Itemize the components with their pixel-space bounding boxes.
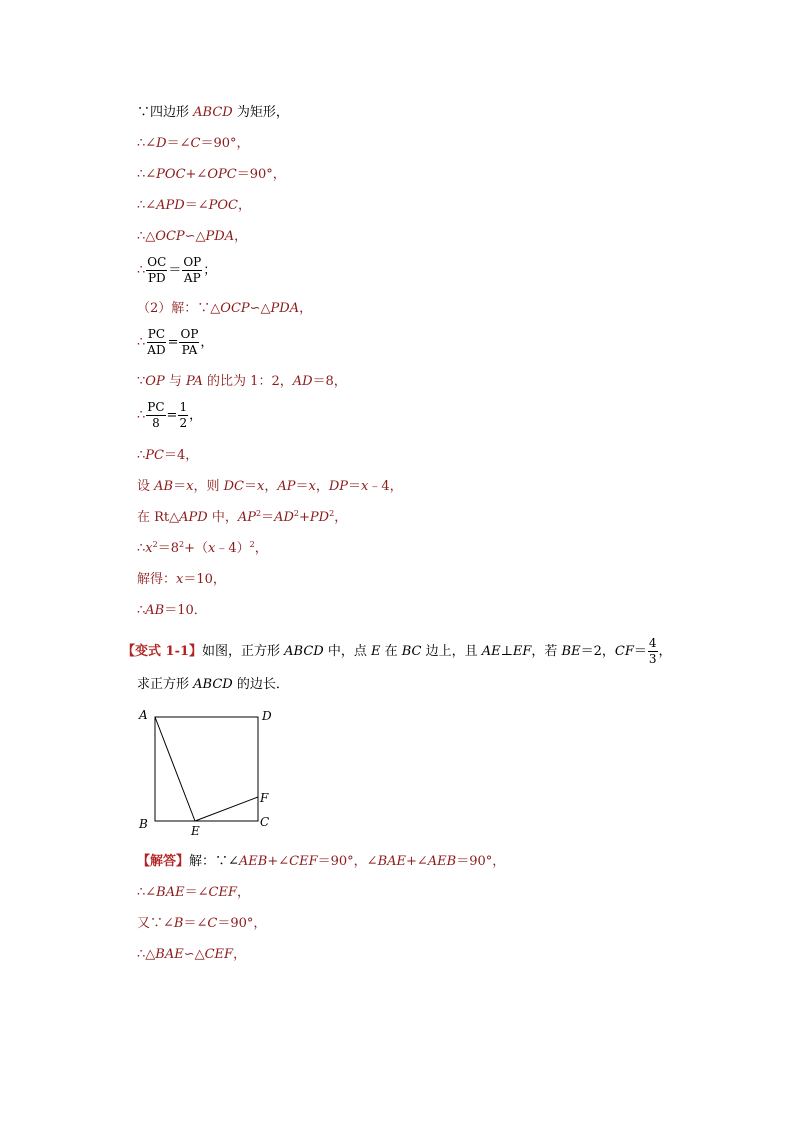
label-d: D <box>262 709 272 723</box>
var: x <box>361 479 369 494</box>
var: AB <box>145 603 165 618</box>
numerator: OP <box>183 255 202 269</box>
line-pythagoras <box>137 509 347 527</box>
var: CEF <box>289 854 318 869</box>
text: ； <box>203 263 217 278</box>
var: AE <box>481 644 501 659</box>
text: ， <box>334 510 348 525</box>
text: 如图，正方形 <box>202 644 285 659</box>
text: ∴∠ <box>137 167 157 182</box>
segment-ae <box>155 717 195 821</box>
square-abcd <box>155 717 258 821</box>
fraction <box>648 636 658 667</box>
text: ∴∠ <box>137 885 157 900</box>
text: +∠ <box>185 167 208 182</box>
var: APD <box>156 198 185 213</box>
line-angle-sum <box>137 166 286 184</box>
text: +（ <box>184 541 208 556</box>
text: 在 Rt△ <box>137 510 180 525</box>
text: ∴∠ <box>137 136 157 151</box>
var: BC <box>401 644 422 659</box>
var: BE <box>561 644 581 659</box>
text: 边上，且 <box>421 644 482 659</box>
text: ， <box>315 479 329 494</box>
fraction <box>179 327 199 358</box>
text: ∴ <box>137 448 146 463</box>
line-similar <box>137 228 247 246</box>
denominator: AD <box>147 343 166 357</box>
numerator: PC <box>147 400 165 414</box>
var: OP <box>145 374 165 389</box>
denominator: 2 <box>179 416 188 430</box>
var: AP <box>277 479 296 494</box>
text: ﹣4） <box>215 541 250 556</box>
var: AD <box>274 510 294 525</box>
var: BAE <box>156 885 185 900</box>
exponent: 2 <box>256 509 262 518</box>
text: ， <box>200 335 214 350</box>
line-ratio-1 <box>137 255 216 286</box>
var: APD <box>179 510 208 525</box>
var: E <box>370 644 381 659</box>
line-ab-result <box>137 602 207 620</box>
text: ， <box>234 229 248 244</box>
text: ， <box>264 479 278 494</box>
text: +∠ <box>267 854 290 869</box>
numerator: 4 <box>648 636 657 650</box>
text: ∴∠ <box>137 198 157 213</box>
var: DC <box>223 479 244 494</box>
answer-line-3 <box>137 915 266 933</box>
text: ＝ <box>295 479 309 494</box>
numerator: OC <box>147 255 167 269</box>
var: DP <box>328 479 349 494</box>
var: POC <box>208 198 238 213</box>
text: ∽△ <box>249 301 271 316</box>
var: B <box>173 916 184 931</box>
line-pc-value <box>137 447 198 465</box>
label-e: E <box>191 824 200 838</box>
text: ∴ <box>137 335 146 350</box>
line-ratio-3 <box>137 400 202 431</box>
text: 在 <box>380 644 402 659</box>
var: OCP <box>220 301 250 316</box>
segment-ef <box>195 797 258 821</box>
text: ＝∠ <box>184 885 209 900</box>
text: ∽△ <box>184 229 206 244</box>
var: ABCD <box>193 677 233 692</box>
var: AEB <box>238 854 268 869</box>
line-angle-d-c <box>137 135 250 153</box>
label-a: A <box>139 708 148 722</box>
text: 求正方形 <box>137 677 194 692</box>
line-ratio-2 <box>137 327 213 358</box>
var: CEF <box>208 885 237 900</box>
exponent: 2 <box>329 509 335 518</box>
text: 又∵∠ <box>137 916 174 931</box>
text: ＝10． <box>164 603 207 618</box>
text: + <box>299 510 310 525</box>
var: PC <box>145 448 164 463</box>
text: ∵四边形 <box>137 105 194 120</box>
text: ＝90°， <box>217 916 267 931</box>
var: CF <box>614 644 634 659</box>
variant-tag: 【变式 1-1】 <box>122 644 203 659</box>
var: EF <box>512 644 532 659</box>
denominator: 3 <box>648 652 657 666</box>
variant-problem <box>122 636 672 667</box>
var: PD <box>309 510 330 525</box>
label-c: C <box>260 815 270 829</box>
text: ，若 <box>531 644 562 659</box>
text: （2）解：∵△ <box>137 301 221 316</box>
text: ＝∠ <box>183 916 208 931</box>
exponent: 2 <box>179 540 185 549</box>
denominator: PD <box>147 271 166 285</box>
text: 中， <box>207 510 238 525</box>
text: ＝10， <box>183 572 226 587</box>
text: 的比为 1：2， <box>202 374 293 389</box>
equals: = <box>166 408 178 423</box>
text: ， <box>238 198 252 213</box>
var: x <box>308 479 316 494</box>
var: AB <box>154 479 174 494</box>
answer-line-1 <box>137 853 505 871</box>
var: POC <box>156 167 186 182</box>
fraction <box>146 400 165 431</box>
text: ＝90°， <box>456 854 506 869</box>
denominator: 8 <box>152 416 160 430</box>
var: x <box>145 541 153 556</box>
text: ， <box>189 408 203 423</box>
text: ∴ <box>137 408 146 423</box>
answer-tag: 【解答】 <box>137 854 190 869</box>
text: ＝ <box>348 479 362 494</box>
text: ＝90°，∠ <box>317 854 378 869</box>
text: ＝ <box>243 479 257 494</box>
text: ＝8 <box>157 541 179 556</box>
square-figure <box>130 700 280 840</box>
answer-line-4 <box>137 946 246 964</box>
var: AD <box>292 374 313 389</box>
text: ∴△ <box>137 947 156 962</box>
var: ABCD <box>284 644 324 659</box>
var: C <box>190 136 201 151</box>
text: 中，点 <box>323 644 371 659</box>
text: ＝ <box>173 479 187 494</box>
text: ， <box>233 947 247 962</box>
var: AP <box>237 510 256 525</box>
numerator: 1 <box>179 400 188 414</box>
text: ＝2， <box>580 644 615 659</box>
text: ＝8， <box>312 374 347 389</box>
denominator: AP <box>183 271 201 285</box>
var: x <box>186 479 194 494</box>
numerator: PC <box>147 327 166 341</box>
exponent: 2 <box>249 540 255 549</box>
var: BAE <box>155 947 184 962</box>
var: x <box>256 479 265 494</box>
text: ＝∠ <box>166 136 191 151</box>
text: 与 <box>164 374 186 389</box>
text: ＝90°， <box>200 136 250 151</box>
var: PDA <box>270 301 300 316</box>
var: x <box>208 541 216 556</box>
text: ∴ <box>137 603 146 618</box>
text: 设 <box>137 479 155 494</box>
line-rectangle <box>137 104 289 122</box>
line-part2 <box>137 300 312 318</box>
label-f: F <box>260 791 269 805</box>
variant-problem-line2 <box>137 676 289 694</box>
text: ＝4， <box>163 448 199 463</box>
text: ∴△ <box>137 229 156 244</box>
var: AEB <box>427 854 457 869</box>
line-angle-equal <box>137 197 251 215</box>
line-solve <box>137 571 226 589</box>
var: PDA <box>205 229 235 244</box>
text: ∴ <box>137 541 146 556</box>
text: +∠ <box>406 854 428 869</box>
text: 解得： <box>137 572 177 587</box>
line-op-pa-ratio <box>137 373 347 391</box>
text: 的边长． <box>232 677 289 692</box>
text: ， <box>254 541 268 556</box>
var: OCP <box>155 229 185 244</box>
var: PA <box>185 374 203 389</box>
text: ， <box>299 301 313 316</box>
var: ABCD <box>193 105 233 120</box>
text: 为矩形， <box>232 105 289 120</box>
var: CEF <box>204 947 234 962</box>
text: ＝ <box>633 644 647 659</box>
equals: = <box>167 335 179 350</box>
text: ⊥ <box>500 644 513 659</box>
text: ＝ <box>261 510 275 525</box>
text: ∽△ <box>183 947 205 962</box>
text: ＝90°， <box>236 167 286 182</box>
fraction <box>182 255 202 286</box>
text: ，则 <box>193 479 224 494</box>
var: D <box>156 136 167 151</box>
line-let-ab <box>137 478 403 496</box>
answer-line-2 <box>137 884 250 902</box>
exponent: 2 <box>293 509 300 518</box>
exponent: 2 <box>152 540 158 549</box>
text: ＝∠ <box>184 198 209 213</box>
text: ∵ <box>137 374 146 389</box>
fraction <box>146 327 166 358</box>
var: BAE <box>377 854 406 869</box>
text: ﹣4， <box>368 479 403 494</box>
fraction <box>178 400 188 431</box>
numerator: OP <box>180 327 199 341</box>
fraction <box>146 255 167 286</box>
var: x <box>176 572 184 587</box>
denominator: PA <box>181 343 198 357</box>
line-equation <box>137 540 268 558</box>
text: 解：∵∠ <box>189 854 239 869</box>
label-b: B <box>139 817 148 831</box>
var: OPC <box>207 167 237 182</box>
text: ∴ <box>137 263 146 278</box>
equals: ＝ <box>168 263 182 278</box>
text: ， <box>236 885 250 900</box>
var: C <box>207 916 218 931</box>
text: ， <box>658 644 672 659</box>
